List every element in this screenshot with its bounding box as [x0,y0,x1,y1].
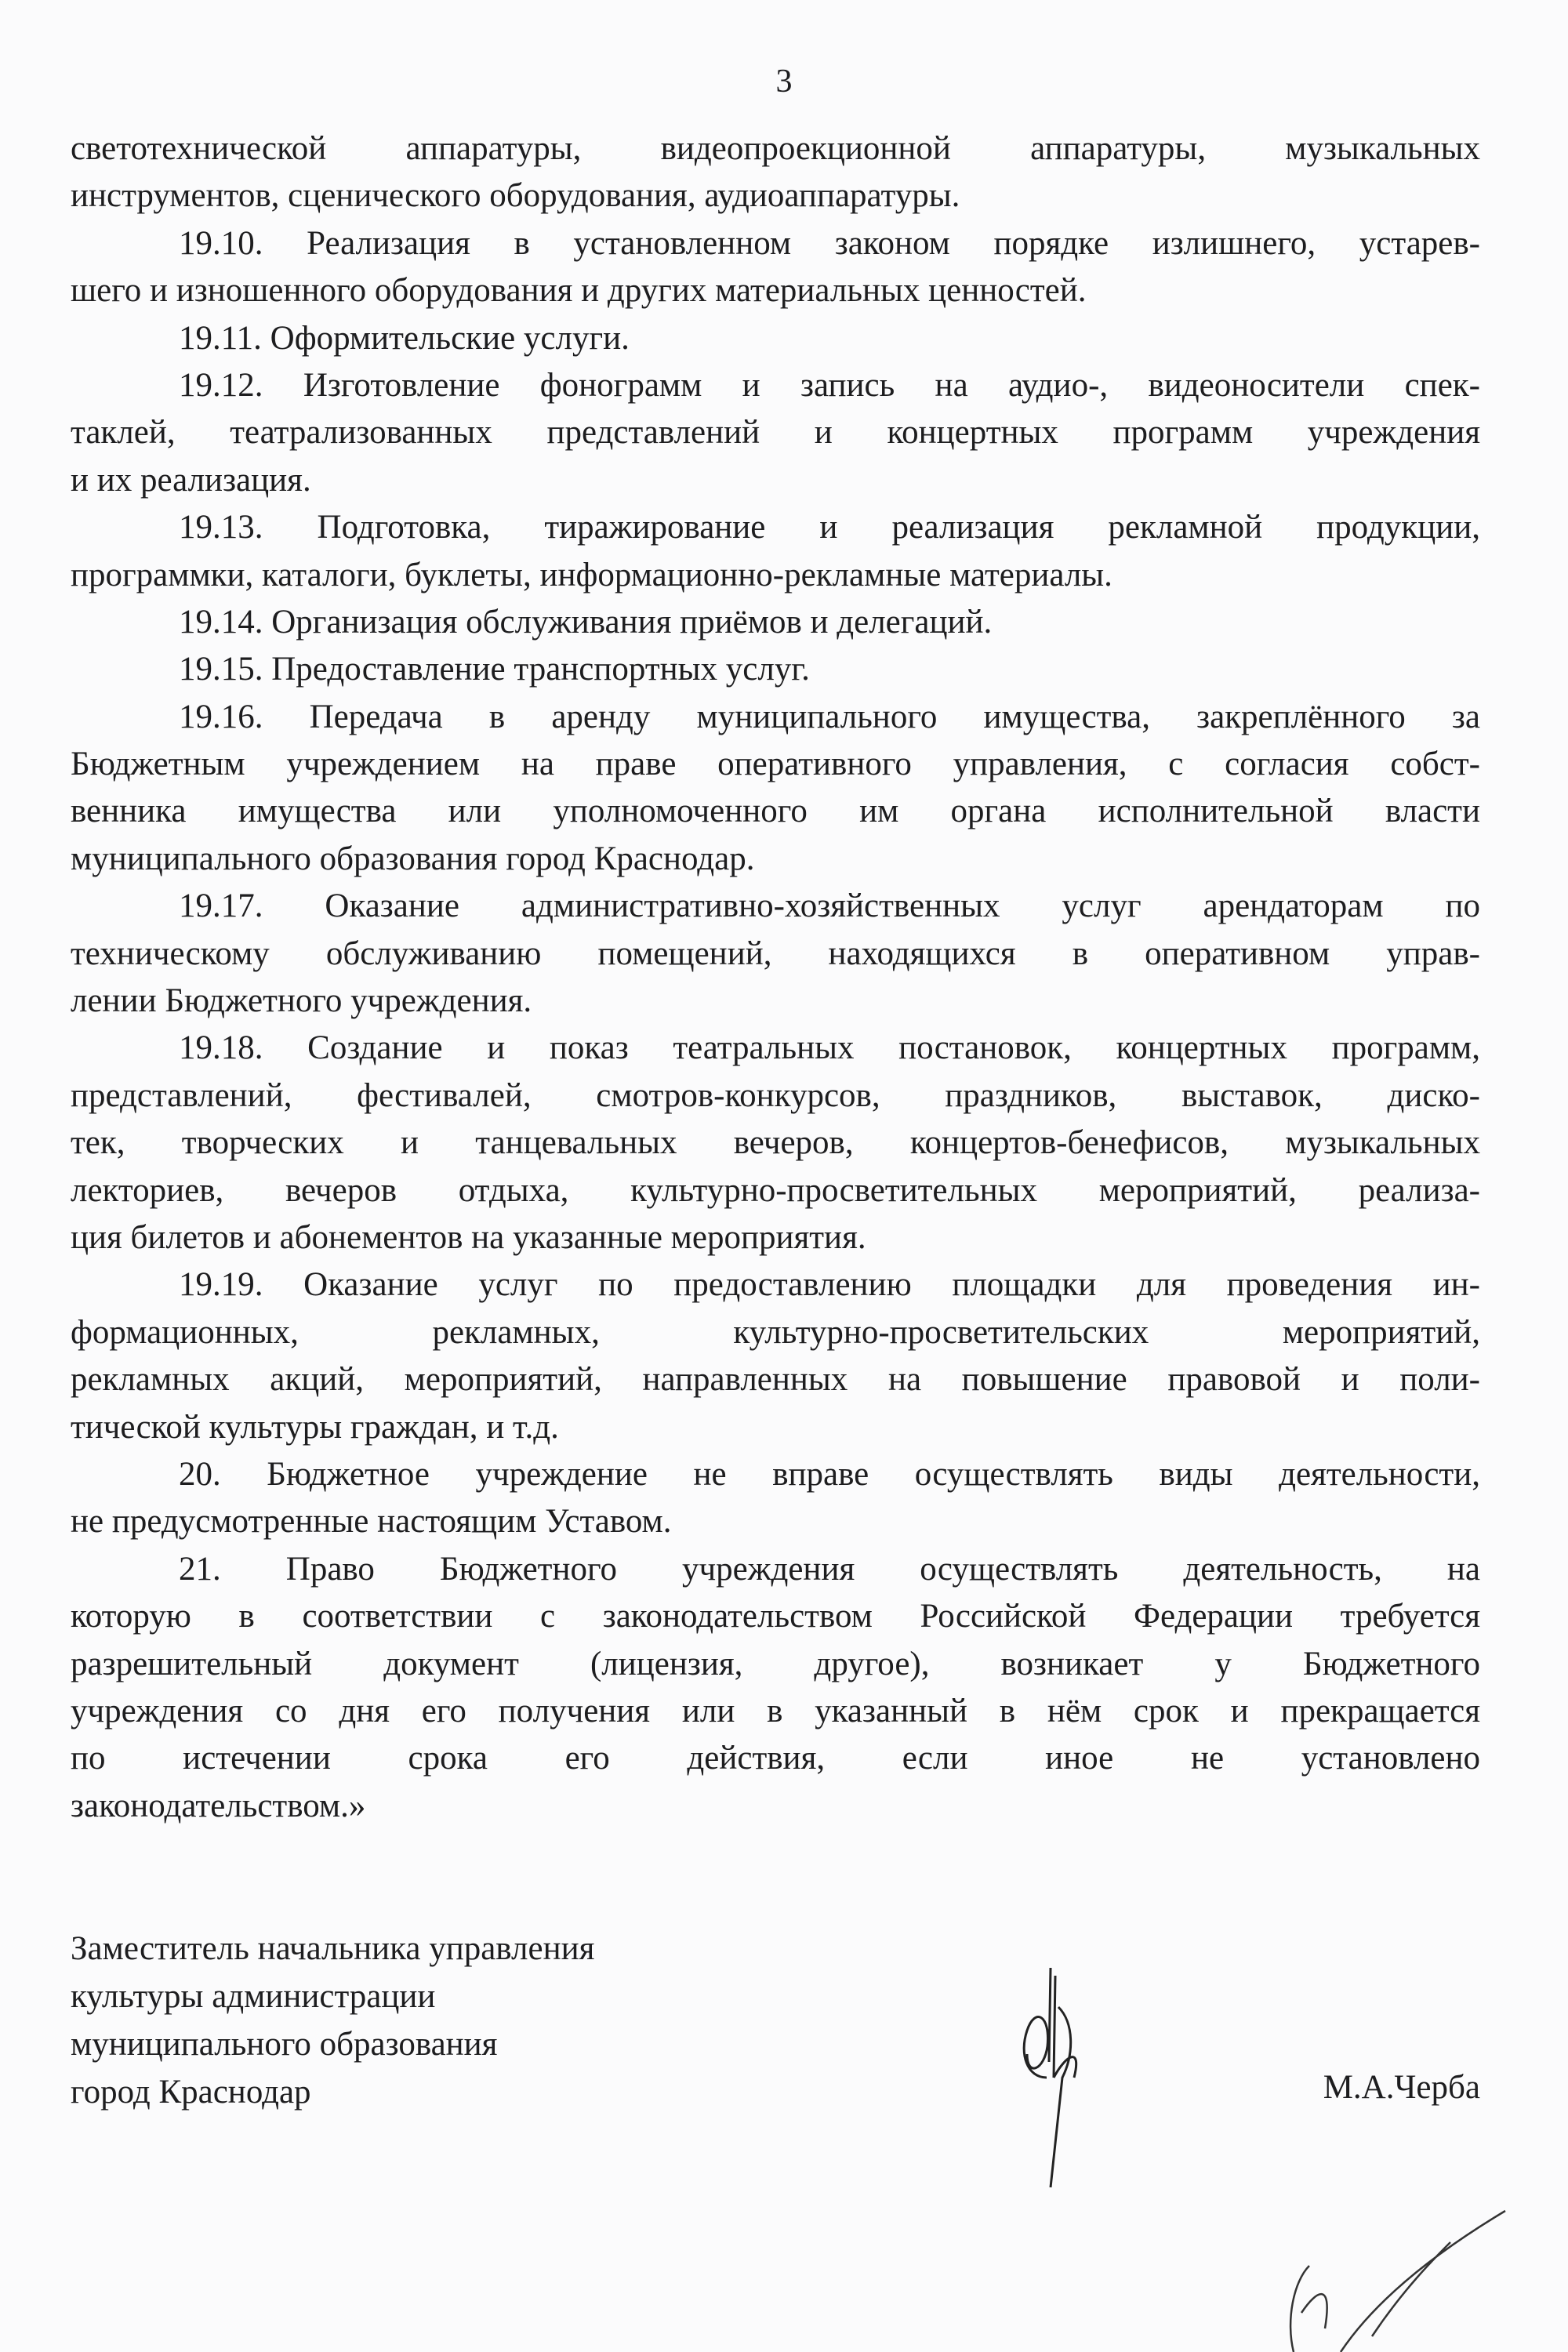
text-line: светотехнической аппаратуры, видеопроекционной аппаратуры, музыкальных [71,130,1480,167]
text-line: 19.11. Оформительские услуги. [179,319,630,357]
signatory-title [71,1925,594,2116]
paragraph [71,883,1480,1025]
text-line: венника имущества или уполномоченного им органа исполнительной власти [71,793,1480,830]
text-line: по истечении срока его действия, если иное не установлено [71,1740,1480,1777]
text-line: 19.19. Оказание услуг по предоставлению площадки для проведения ин- [179,1266,1480,1304]
text-line: программки, каталоги, буклеты, информационно-рекламные материалы. [71,556,1112,593]
text-line: муниципального образования город Краснодар. [71,840,755,877]
text-line: не предусмотренные настоящим Уставом. [71,1503,672,1541]
paragraph [71,1451,1480,1546]
text-line: лении Бюджетного учреждения. [71,982,532,1020]
text-line: шего и изношенного оборудования и других материальных ценностей. [71,272,1087,310]
paragraph [71,1261,1480,1451]
text-line: 19.10. Реализация в установленном законом порядке излишнего, устарев- [179,224,1480,262]
paragraph [71,694,1480,884]
paragraph [71,1025,1480,1261]
text-line: 19.13. Подготовка, тиражирование и реализация рекламной продукции, [179,509,1480,546]
paragraph [71,504,1480,599]
signatory-title-line: культуры администрации [71,1978,436,2015]
text-line: инструментов, сценического оборудования, аудиоаппаратуры. [71,177,960,215]
text-line: 19.16. Передача в аренду муниципального имущества, закреплённого за [179,698,1480,735]
text-line: учреждения со дня его получения или в указанный в нём срок и прекращается [71,1692,1480,1730]
signatory-title-line: муниципального образования [71,2026,498,2063]
text-line: тек, творческих и танцевальных вечеров, концертов-бенефисов, музыкальных [71,1124,1480,1162]
text-line: ция билетов и абонементов на указанные мероприятия. [71,1218,866,1256]
text-line: 19.15. Предоставление транспортных услуг. [179,651,810,688]
text-line: рекламных акций, мероприятий, направленных на повышение правовой и поли- [71,1361,1480,1399]
paragraph [71,220,1480,315]
paragraph [71,125,1480,220]
text-line: 20. Бюджетное учреждение не вправе осуществлять виды деятельности, [179,1455,1480,1493]
paragraph [71,1546,1480,1830]
text-line: формационных, рекламных, культурно-просветительских мероприятий, [71,1313,1480,1351]
paragraph [71,315,1480,362]
text-line: 19.17. Оказание административно-хозяйственных услуг арендаторам по [179,887,1480,925]
page-number: 3 [775,64,793,100]
paragraph [71,599,1480,646]
text-line: 21. Право Бюджетного учреждения осуществлять деятельность, на [179,1550,1480,1588]
text-line: разрешительный документ (лицензия, другое), возникает у Бюджетного [71,1645,1480,1682]
text-line: 19.12. Изготовление фонограмм и запись на аудио-, видеоносители спек- [179,366,1480,404]
text-line: 19.18. Создание и показ театральных постановок, концертных программ, [179,1029,1480,1067]
paragraph [71,362,1480,504]
text-line: таклей, театрализованных представлений и концертных программ учреждения [71,414,1480,452]
signatory-title-line: город Краснодар [71,2074,311,2111]
text-line: Бюджетным учреждением на праве оперативного управления, с согласия собст- [71,746,1480,783]
text-line: лекториев, вечеров отдыха, культурно-просветительных мероприятий, реализа- [71,1171,1480,1209]
text-line: тической культуры граждан, и т.д. [71,1408,559,1446]
paragraph [71,646,1480,693]
handwritten-signature [972,1960,1113,2195]
document-body [71,125,1480,1830]
signatory-title-line: Заместитель начальника управления [71,1930,595,1967]
signatory-name: М.А.Черба [1323,2069,1480,2106]
text-line: которую в соответствии с законодательством Российской Федерации требуется [71,1598,1480,1635]
text-line: 19.14. Организация обслуживания приёмов и делегаций. [179,603,993,641]
text-line: представлений, фестивалей, смотров-конкурсов, праздников, выставок, диско- [71,1076,1480,1114]
initials-signature [1254,2195,1529,2352]
text-line: техническому обслуживанию помещений, находящихся в оперативном управ- [71,935,1480,972]
text-line: и их реализация. [71,461,311,499]
text-line: законодательством.» [71,1787,366,1824]
